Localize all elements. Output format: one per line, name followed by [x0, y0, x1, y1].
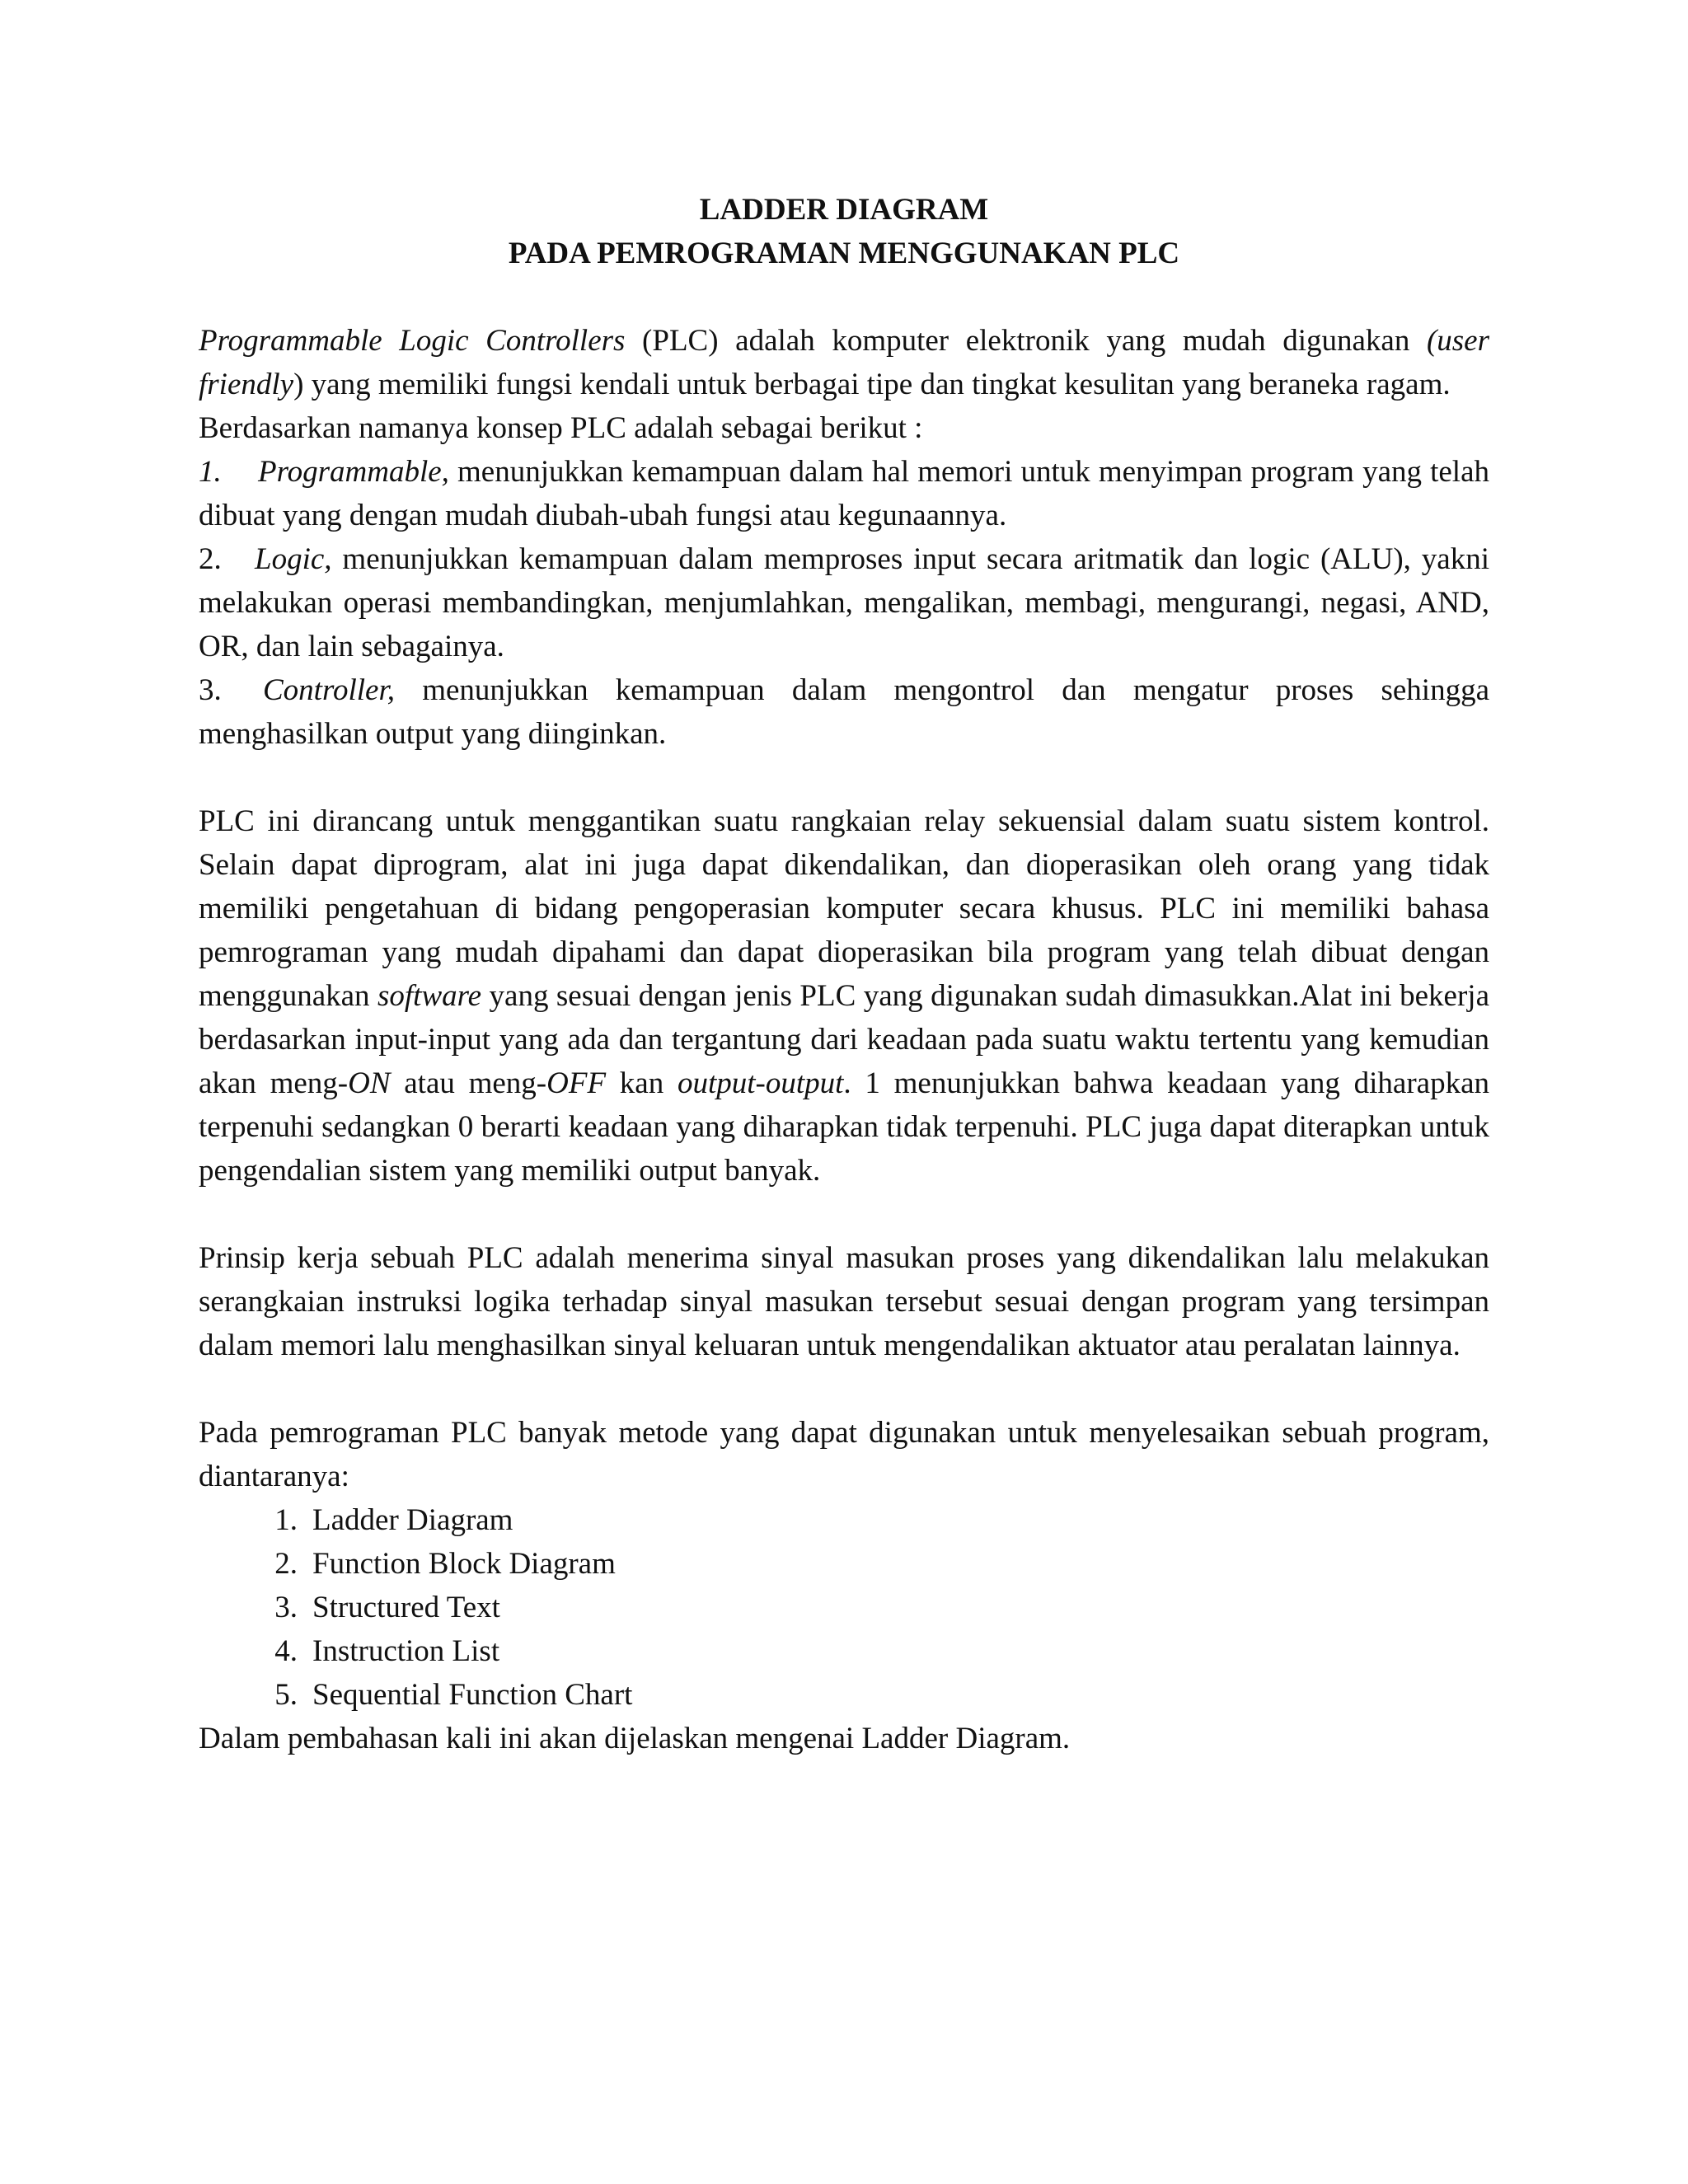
- closing-sentence: Dalam pembahasan kali ini akan dijelaskan mengenai Ladder Diagram.: [199, 1722, 1071, 1755]
- para2-text-2: yang sesuai dengan jenis PLC yang digunakan sudah dimasukkan.Alat ini bekerja berdasarkan input-input yang ada dan tergantung dari keadaan pada suatu waktu tertentu yang kemudian akan meng-: [199, 979, 1489, 1100]
- document-page: [199, 188, 1489, 1760]
- concept-term-1: Programmable,: [258, 455, 449, 489]
- concept-number-2: 2.: [199, 542, 222, 576]
- list-item: [248, 1673, 1489, 1717]
- para2-on: ON: [348, 1066, 391, 1100]
- para2-text-3: atau meng-: [390, 1066, 547, 1100]
- intro-term: Programmable Logic Controllers: [199, 324, 626, 358]
- method-number: 4.: [274, 1634, 298, 1668]
- para2-outputs: output-output: [677, 1066, 844, 1100]
- method-label: Function Block Diagram: [312, 1547, 616, 1581]
- concept-text-1: menunjukkan kemampuan dalam hal memori untuk menyimpan program yang telah dibuat yang dengan mudah diubah-ubah fungsi atau kegunaannya.: [199, 455, 1489, 532]
- concept-number-3: 3.: [199, 673, 222, 707]
- concept-text-3: menunjukkan kemampuan dalam mengontrol dan mengatur proses sehingga menghasilkan output yang diinginkan.: [199, 673, 1489, 751]
- intro-paren-open: (: [1426, 324, 1437, 358]
- concept-item-2: [199, 537, 1489, 668]
- list-item: [248, 1498, 1489, 1542]
- para2-off: OFF: [546, 1066, 607, 1100]
- paragraph-gap: [199, 756, 1489, 799]
- para2-text-5: . 1 menunjukkan bahwa keadaan yang diharapkan terpenuhi sedangkan 0 berarti keadaan yang diharapkan tidak terpenuhi. PLC juga dapat diterapkan untuk pengendalian sistem yang memiliki output banyak.: [199, 1066, 1489, 1188]
- para2-software: software: [377, 979, 482, 1013]
- list-item: [248, 1629, 1489, 1673]
- methods-intro-paragraph: Pada pemrograman PLC banyak metode yang dapat digunakan untuk menyelesaikan sebuah program, diantaranya:: [199, 1416, 1489, 1493]
- document-title: [199, 188, 1489, 275]
- list-item: [248, 1586, 1489, 1629]
- methods-list: [199, 1498, 1489, 1717]
- method-number: 5.: [274, 1678, 298, 1712]
- paragraph-gap: [199, 1193, 1489, 1236]
- para2-text-4: kan: [606, 1066, 678, 1100]
- concept-number-1: 1.: [199, 455, 222, 489]
- paragraph-gap: [199, 1367, 1489, 1411]
- list-item: [248, 1542, 1489, 1586]
- para2-text-1: PLC ini dirancang untuk menggantikan suatu rangkaian relay sekuensial dalam suatu sistem kontrol. Selain dapat diprogram, alat ini juga dapat dikendalikan, dan dioperasikan oleh orang yang tidak memiliki pengetahuan di bidang pengoperasian komputer secara khusus. PLC ini memiliki bahasa pemrograman yang mudah dipahami dan dapat dioperasikan bila program yang telah dibuat dengan menggunakan: [199, 804, 1489, 1013]
- concept-intro: Berdasarkan namanya konsep PLC adalah sebagai berikut :: [199, 411, 923, 445]
- working-principle-paragraph: Prinsip kerja sebuah PLC adalah menerima sinyal masukan proses yang dikendalikan lalu melakukan serangkaian instruksi logika terhadap sinyal masukan tersebut sesuai dengan program yang tersimpan dalam memori lalu menghasilkan sinyal keluaran untuk mengendalikan aktuator atau peralatan lainnya.: [199, 1241, 1489, 1362]
- title-line-2: PADA PEMROGRAMAN MENGGUNAKAN PLC: [508, 237, 1180, 270]
- concept-term-2: Logic,: [255, 542, 332, 576]
- method-number: 1.: [274, 1503, 298, 1537]
- concept-text-2: menunjukkan kemampuan dalam memproses input secara aritmatik dan logic (ALU), yakni melakukan operasi membandingkan, menjumlahkan, mengalikan, membagi, mengurangi, negasi, AND, OR, dan lain sebagainya.: [199, 542, 1489, 663]
- concept-item-1: [199, 450, 1489, 537]
- concept-item-3: [199, 668, 1489, 756]
- intro-text-2: ) yang memiliki fungsi kendali untuk berbagai tipe dan tingkat kesulitan yang beraneka ragam.: [293, 368, 1451, 401]
- method-label: Instruction List: [312, 1634, 500, 1668]
- intro-paragraph: [199, 319, 1489, 406]
- plc-description-paragraph: [199, 799, 1489, 1193]
- title-line-1: LADDER DIAGRAM: [699, 193, 989, 227]
- intro-text-1: (PLC) adalah komputer elektronik yang mudah digunakan: [625, 324, 1427, 358]
- method-number: 3.: [274, 1591, 298, 1624]
- intro-user-friendly: user friendly: [199, 324, 1489, 401]
- method-number: 2.: [274, 1547, 298, 1581]
- method-label: Sequential Function Chart: [312, 1678, 633, 1712]
- method-label: Structured Text: [312, 1591, 500, 1624]
- method-label: Ladder Diagram: [312, 1503, 513, 1537]
- concept-term-3: Controller,: [263, 673, 396, 707]
